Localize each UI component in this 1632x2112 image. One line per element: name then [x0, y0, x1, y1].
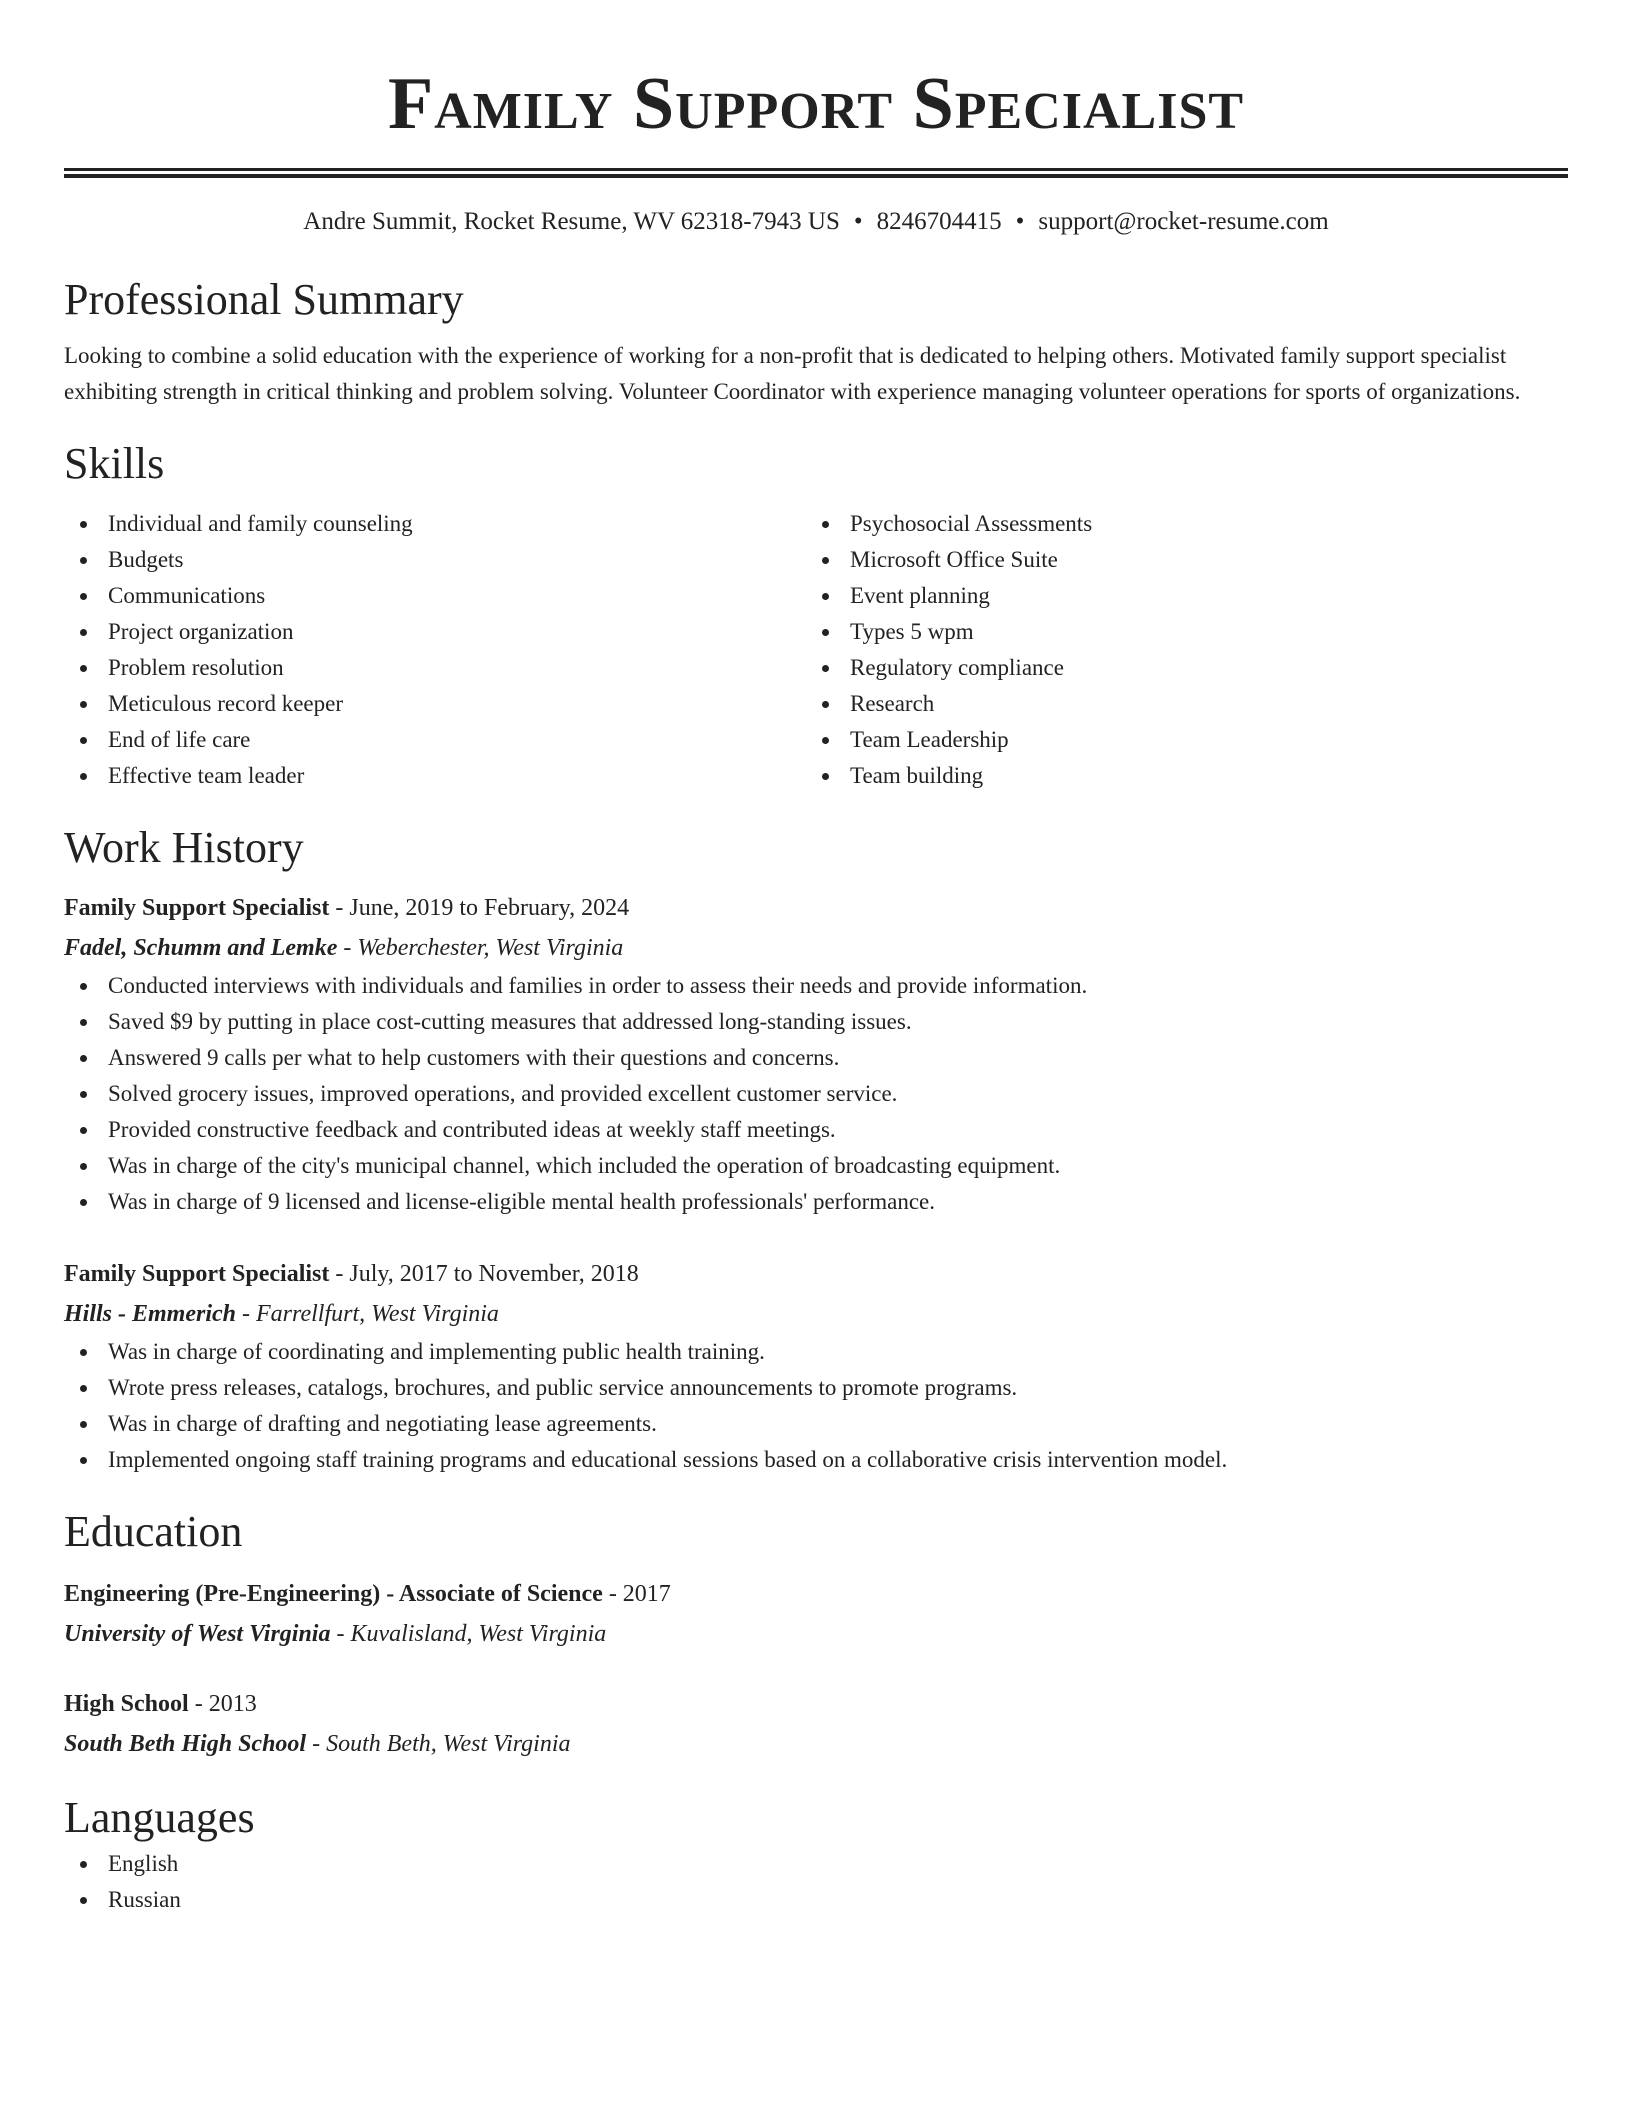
contact-email: support@rocket-resume.com — [1038, 208, 1329, 235]
skills-left-list — [64, 506, 806, 794]
job-location: - Weberchester, West Virginia — [337, 935, 624, 961]
skill-item: Budgets — [64, 542, 806, 578]
skill-item: Event planning — [806, 578, 1548, 614]
education-heading: Education — [64, 1507, 243, 1556]
skills-right-list — [806, 506, 1548, 794]
skill-item: Psychosocial Assessments — [806, 506, 1548, 542]
degree-name: Engineering (Pre-Engineering) - Associate of Science — [64, 1581, 603, 1607]
skill-item: Research — [806, 686, 1548, 722]
job-bullet: Implemented ongoing staff training programs and educational sessions based on a collaborative crisis intervention model. — [64, 1442, 1568, 1478]
job-bullet: Conducted interviews with individuals and families in order to assess their needs and provide information. — [64, 968, 1568, 1004]
skill-item: Team building — [806, 758, 1548, 794]
degree-name: High School — [64, 1691, 189, 1717]
skill-item: Meticulous record keeper — [64, 686, 806, 722]
job-company: Fadel, Schumm and Lemke — [64, 935, 338, 961]
job-title: Family Support Specialist — [64, 895, 330, 921]
education-entry — [64, 1574, 1568, 1654]
resume-title: Family Support Specialist — [387, 63, 1245, 145]
school-location: - Kuvalisland, West Virginia — [330, 1621, 607, 1647]
skills-heading: Skills — [64, 439, 165, 488]
skill-item: Problem resolution — [64, 650, 806, 686]
job-entry — [64, 1254, 1568, 1478]
skill-item: Project organization — [64, 614, 806, 650]
skill-item: Team Leadership — [806, 722, 1548, 758]
contact-separator: • — [853, 208, 863, 235]
skill-item: End of life care — [64, 722, 806, 758]
job-bullet: Provided constructive feedback and contributed ideas at weekly staff meetings. — [64, 1112, 1568, 1148]
job-bullet-list — [64, 968, 1568, 1220]
skill-item: Regulatory compliance — [806, 650, 1548, 686]
job-entry — [64, 888, 1568, 1220]
job-company: Hills - Emmerich — [64, 1301, 237, 1327]
job-bullet: Wrote press releases, catalogs, brochures, and public service announcements to promote programs. — [64, 1370, 1568, 1406]
job-title-line — [64, 1254, 1568, 1294]
summary-text: Looking to combine a solid education with the experience of working for a non-profit that is dedicated to helping others. Motivated family support specialist exhibiting strength in critical thinking and problem solving. Volunteer Coordinator with experience managing volunteer operations for sports of organizations. — [64, 343, 1521, 404]
job-bullet: Was in charge of coordinating and implementing public health training. — [64, 1334, 1568, 1370]
skill-item: Microsoft Office Suite — [806, 542, 1548, 578]
contact-separator: • — [1015, 208, 1025, 235]
skills-columns — [64, 506, 1568, 794]
contact-phone: 8246704415 — [876, 208, 1002, 235]
skill-item: Communications — [64, 578, 806, 614]
education-entry — [64, 1684, 1568, 1764]
degree-year: - 2013 — [188, 1691, 257, 1717]
skill-item: Types 5 wpm — [806, 614, 1548, 650]
job-dates: - July, 2017 to November, 2018 — [329, 1261, 639, 1287]
job-company-line — [64, 1294, 1568, 1334]
job-title-line — [64, 888, 1568, 928]
degree-year: - 2017 — [602, 1581, 671, 1607]
language-item: English — [64, 1846, 1568, 1882]
job-location: - Farrellfurt, West Virginia — [236, 1301, 499, 1327]
job-bullet: Was in charge of drafting and negotiating lease agreements. — [64, 1406, 1568, 1442]
degree-line — [64, 1574, 1568, 1614]
contact-address: Andre Summit, Rocket Resume, WV 62318-7943 US — [303, 208, 840, 235]
job-bullet-list — [64, 1334, 1568, 1478]
school-name: University of West Virginia — [64, 1621, 331, 1647]
skill-item: Individual and family counseling — [64, 506, 806, 542]
job-title: Family Support Specialist — [64, 1261, 330, 1287]
title-double-rule — [64, 168, 1568, 178]
job-dates: - June, 2019 to February, 2024 — [329, 895, 630, 921]
language-item: Russian — [64, 1882, 1568, 1918]
school-name: South Beth High School — [64, 1731, 307, 1757]
job-bullet: Was in charge of 9 licensed and license-eligible mental health professionals' performance. — [64, 1184, 1568, 1220]
job-bullet: Was in charge of the city's municipal channel, which included the operation of broadcasting equipment. — [64, 1148, 1568, 1184]
school-location: - South Beth, West Virginia — [306, 1731, 571, 1757]
job-bullet: Solved grocery issues, improved operations, and provided excellent customer service. — [64, 1076, 1568, 1112]
job-bullet: Answered 9 calls per what to help customers with their questions and concerns. — [64, 1040, 1568, 1076]
summary-heading: Professional Summary — [64, 275, 464, 324]
languages-list — [64, 1846, 1568, 1918]
work-history-heading: Work History — [64, 823, 304, 872]
school-line — [64, 1614, 1568, 1654]
degree-line — [64, 1684, 1568, 1724]
contact-line — [64, 206, 1568, 238]
job-bullet: Saved $9 by putting in place cost-cutting measures that addressed long-standing issues. — [64, 1004, 1568, 1040]
languages-heading: Languages — [64, 1793, 255, 1842]
skill-item: Effective team leader — [64, 758, 806, 794]
school-line — [64, 1724, 1568, 1764]
job-company-line — [64, 928, 1568, 968]
